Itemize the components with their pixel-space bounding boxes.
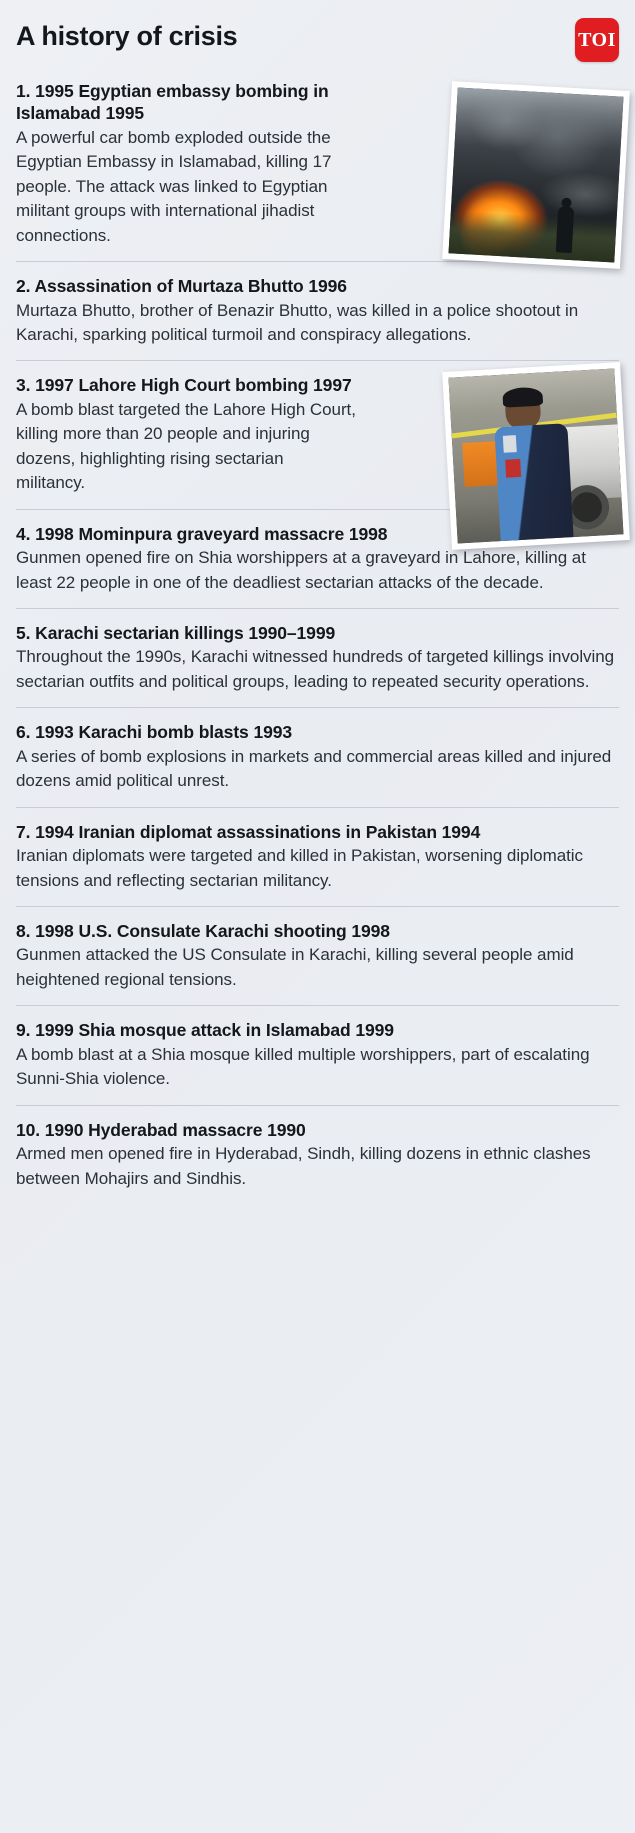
item-text [16,721,619,793]
item-body: Gunmen opened fire on Shia worshippers at a graveyard in Lahore, killing at least 22 people in one of the deadliest sectarian attacks of the decade. [16,548,586,592]
item-heading: 4. 1998 Mominpura graveyard massacre 1998 [16,523,388,544]
item-body: A bomb blast at a Shia mosque killed multiple worshippers, part of escalating Sunni-Shia violence. [16,1044,590,1089]
toi-logo-text: TOI [578,29,616,51]
ground-layer [448,210,616,262]
item-text [16,80,356,248]
item-heading: 1. 1995 Egyptian embassy bombing in Islamabad 1995 [16,81,329,124]
list-item [16,609,619,708]
fire-scene [448,87,623,262]
item-heading: 6. 1993 Karachi bomb blasts 1993 [16,722,292,743]
item-heading: 8. 1998 U.S. Consulate Karachi shooting 1998 [16,921,390,942]
item-body: Iranian diplomats were targeted and killed in Pakistan, worsening diplomatic tensions and reflecting sectarian militancy. [16,846,583,890]
item-text [16,622,346,644]
list-item [16,808,619,907]
item-text [16,1119,619,1191]
burning-wreckage-photo [442,81,630,269]
item-heading: 9. 1999 Shia mosque attack in Islamabad 1999 [16,1020,394,1041]
item-text [16,523,619,595]
item-text [16,1019,619,1091]
list-item [16,80,619,262]
list-item [16,708,619,807]
page-title: A history of crisis [16,21,238,51]
officer-hair [503,387,543,409]
list-item [16,907,619,1006]
item-text [16,920,619,992]
item-body: A powerful car bomb exploded outside the Egyptian Embassy in Islamabad, killing 17 people. The attack was linked to Egyptian militant groups with international jihadist connections. [16,127,332,245]
item-body: A series of bomb explosions in markets and commercial areas killed and injured dozens amid political unrest. [16,746,612,791]
header [16,18,619,64]
photo-frame [448,87,623,262]
item-heading: 5. Karachi sectarian killings 1990–1999 [16,623,336,644]
crisis-timeline-list [16,80,619,1204]
item-heading: 3. 1997 Lahore High Court bombing 1997 [16,375,352,396]
item-text [16,821,486,843]
person-silhouette [556,207,575,254]
item-heading: 10. 1990 Hyderabad massacre 1990 [16,1119,306,1140]
item-body: Armed men opened fire in Hyderabad, Sindh, killing dozens in ethnic clashes between Mohajirs and Sindhis. [16,1144,591,1188]
item-body: Gunmen attacked the US Consulate in Karachi, killing several people amid heightened regional tensions. [16,945,574,989]
officer-patch [505,460,521,479]
list-item [16,510,619,609]
item-text [16,374,356,495]
list-item [16,262,619,361]
item-text [16,275,619,347]
item-heading: 7. 1994 Iranian diplomat assassinations in Pakistan 1994 [16,821,481,842]
item-body: Throughout the 1990s, Karachi witnessed hundreds of targeted killings involving sectarian outfits and political groups, leading to repeated security operations. [16,647,615,691]
officer-badge [503,436,516,453]
item-body: Murtaza Bhutto, brother of Benazir Bhutto, was killed in a police shootout in Karachi, sparking political turmoil and conspiracy allegations. [16,300,579,344]
list-item [16,1106,619,1204]
list-item [16,1006,619,1105]
list-item [16,361,619,509]
item-body: A bomb blast targeted the Lahore High Court, killing more than 20 people and injuring dozens, highlighting rising sectarian militancy. [16,399,356,493]
toi-logo [575,18,619,62]
item-heading: 2. Assassination of Murtaza Bhutto 1996 [16,276,347,297]
